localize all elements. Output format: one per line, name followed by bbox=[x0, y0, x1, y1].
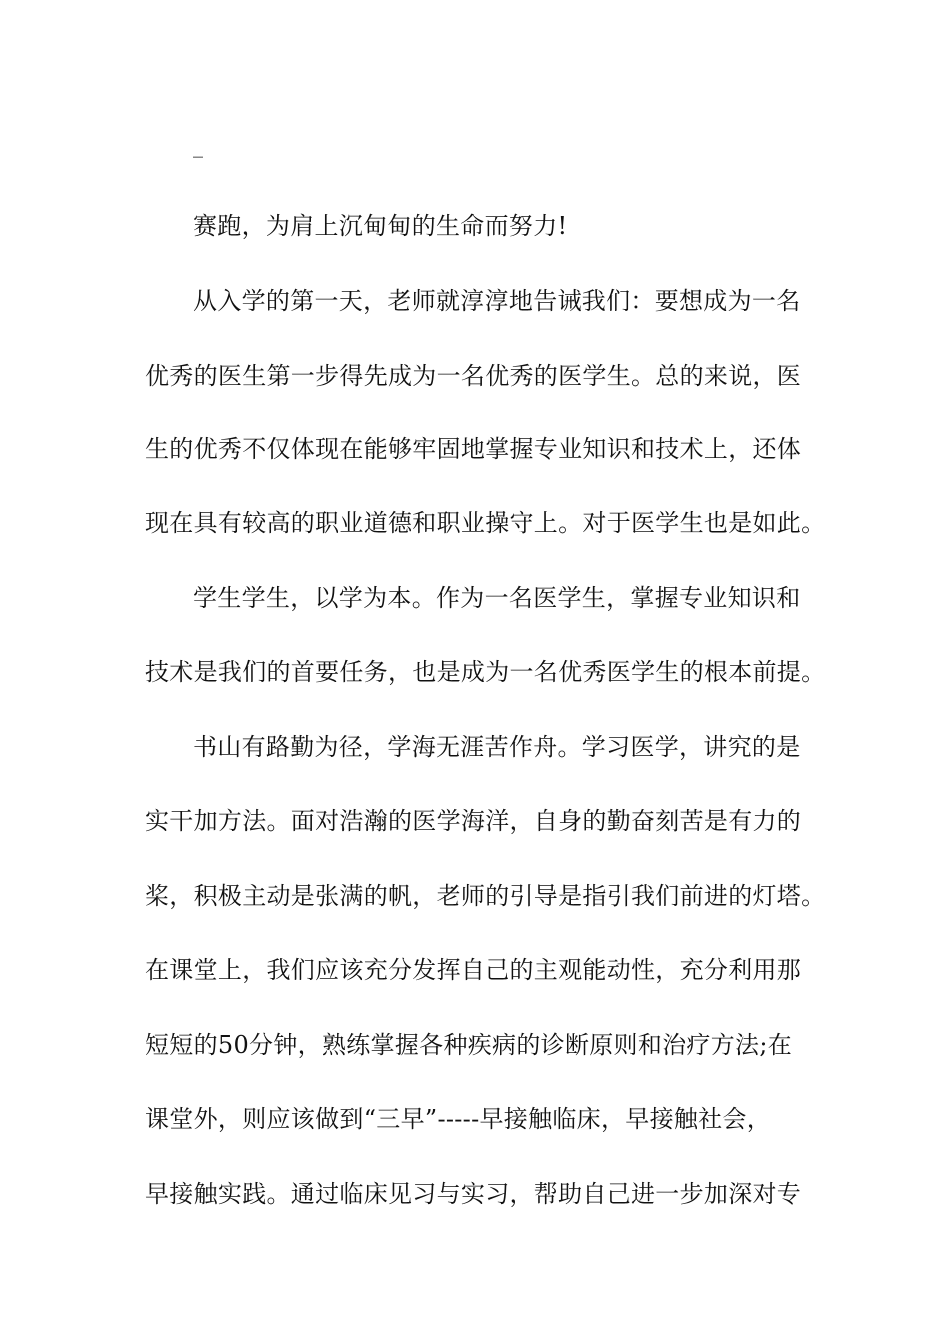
header-mark: _ bbox=[193, 134, 203, 158]
text-line: 早接触实践。通过临床见习与实习，帮助自己进一步加深对专 bbox=[145, 1180, 802, 1208]
text-line: 桨，积极主动是张满的帆，老师的引导是指引我们前进的灯塔。 bbox=[145, 882, 826, 910]
text-line: 现在具有较高的职业道德和职业操守上。对于医学生也是如此。 bbox=[145, 509, 826, 537]
text-line: 在课堂上，我们应该充分发挥自己的主观能动性，充分利用那 bbox=[145, 956, 802, 984]
text-line: 赛跑，为肩上沉甸甸的生命而努力! bbox=[193, 212, 568, 240]
paragraph-start-line: 书山有路勤为径，学海无涯苦作舟。学习医学，讲究的是 bbox=[193, 733, 801, 761]
text-line: 课堂外，则应该做到“三早”-----早接触临床，早接触社会， bbox=[145, 1105, 772, 1133]
paragraph-start-line: 学生学生，以学为本。作为一名医学生，掌握专业知识和 bbox=[193, 584, 801, 612]
text-line: 实干加方法。面对浩瀚的医学海洋，自身的勤奋刻苦是有力的 bbox=[145, 807, 802, 835]
text-line: 优秀的医生第一步得先成为一名优秀的医学生。总的来说，医 bbox=[145, 362, 802, 390]
text-line: 技术是我们的首要任务，也是成为一名优秀医学生的根本前提。 bbox=[145, 658, 826, 686]
text-line: 短短的50分钟，熟练掌握各种疾病的诊断原则和治疗方法;在 bbox=[145, 1031, 793, 1059]
text-line: 生的优秀不仅体现在能够牢固地掌握专业知识和技术上，还体 bbox=[145, 435, 802, 463]
paragraph-start-line: 从入学的第一天，老师就淳淳地告诫我们：要想成为一名 bbox=[193, 287, 801, 315]
